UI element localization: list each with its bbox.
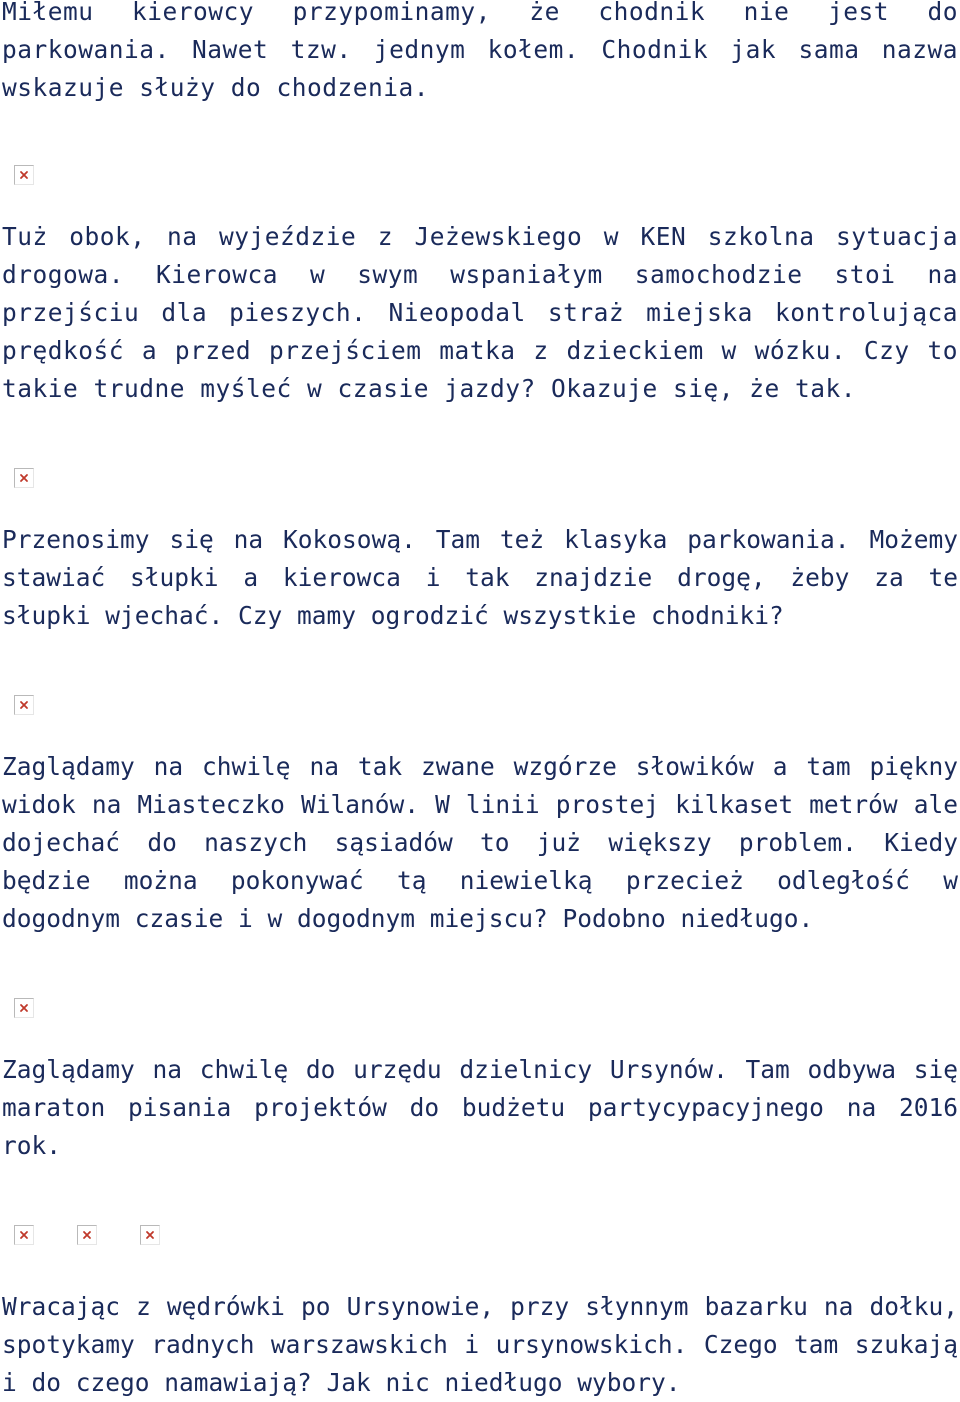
broken-image-icon	[14, 998, 34, 1018]
broken-image-icon	[77, 1225, 97, 1245]
paragraph-bazaar-councillors: Wracając z wędrówki po Ursynowie, przy słynnym bazarku na dołku, spotykamy radnych warszawskich i ursynowskich. Czego tam szukają i do czego namawiają? Jak nic niedługo wybory.	[2, 1292, 958, 1397]
broken-image-icon	[14, 695, 34, 715]
paragraph-jezewskiego-crossing: Tuż obok, na wyjeździe z Jeżewskiego w KEN szkolna sytuacja drogowa. Kierowca w swym wspaniałym samochodzie stoi na przejściu dla pieszych. Nieopodal straż miejska kontrolująca prędkość a przed przejściem matka z dzieckiem w wózku. Czy to takie trudne myśleć w czasie jazdy? Okazuje się, że tak.	[2, 222, 958, 403]
paragraph-ursynow-office: Zaglądamy na chwilę do urzędu dzielnicy Ursynów. Tam odbywa się maraton pisania projektów do budżetu partycypacyjnego na 2016 rok.	[2, 1055, 958, 1160]
broken-image-icon	[14, 468, 34, 488]
paragraph-kokosowa-parking: Przenosimy się na Kokosową. Tam też klasyka parkowania. Możemy stawiać słupki a kierowca i tak znajdzie drogę, żeby za te słupki wjechać. Czy mamy ogrodzić wszystkie chodniki?	[2, 525, 958, 630]
paragraph-wilanow-view: Zaglądamy na chwilę na tak zwane wzgórze słowików a tam piękny widok na Miasteczko Wilanów. W linii prostej kilkaset metrów ale dojechać do naszych sąsiadów to już większy problem. Kiedy będzie można pokonywać tą niewielką przecież odległość w dogodnym czasie i w dogodnym miejscu? Podobno niedługo.	[2, 752, 958, 933]
paragraph-sidewalk-parking: Miłemu kierowcy przypominamy, że chodnik nie jest do parkowania. Nawet tzw. jednym kołem. Chodnik jak sama nazwa wskazuje służy do chodzenia.	[2, 0, 958, 102]
broken-image-icon	[140, 1225, 160, 1245]
broken-image-icon	[14, 165, 34, 185]
broken-image-icon	[14, 1225, 34, 1245]
